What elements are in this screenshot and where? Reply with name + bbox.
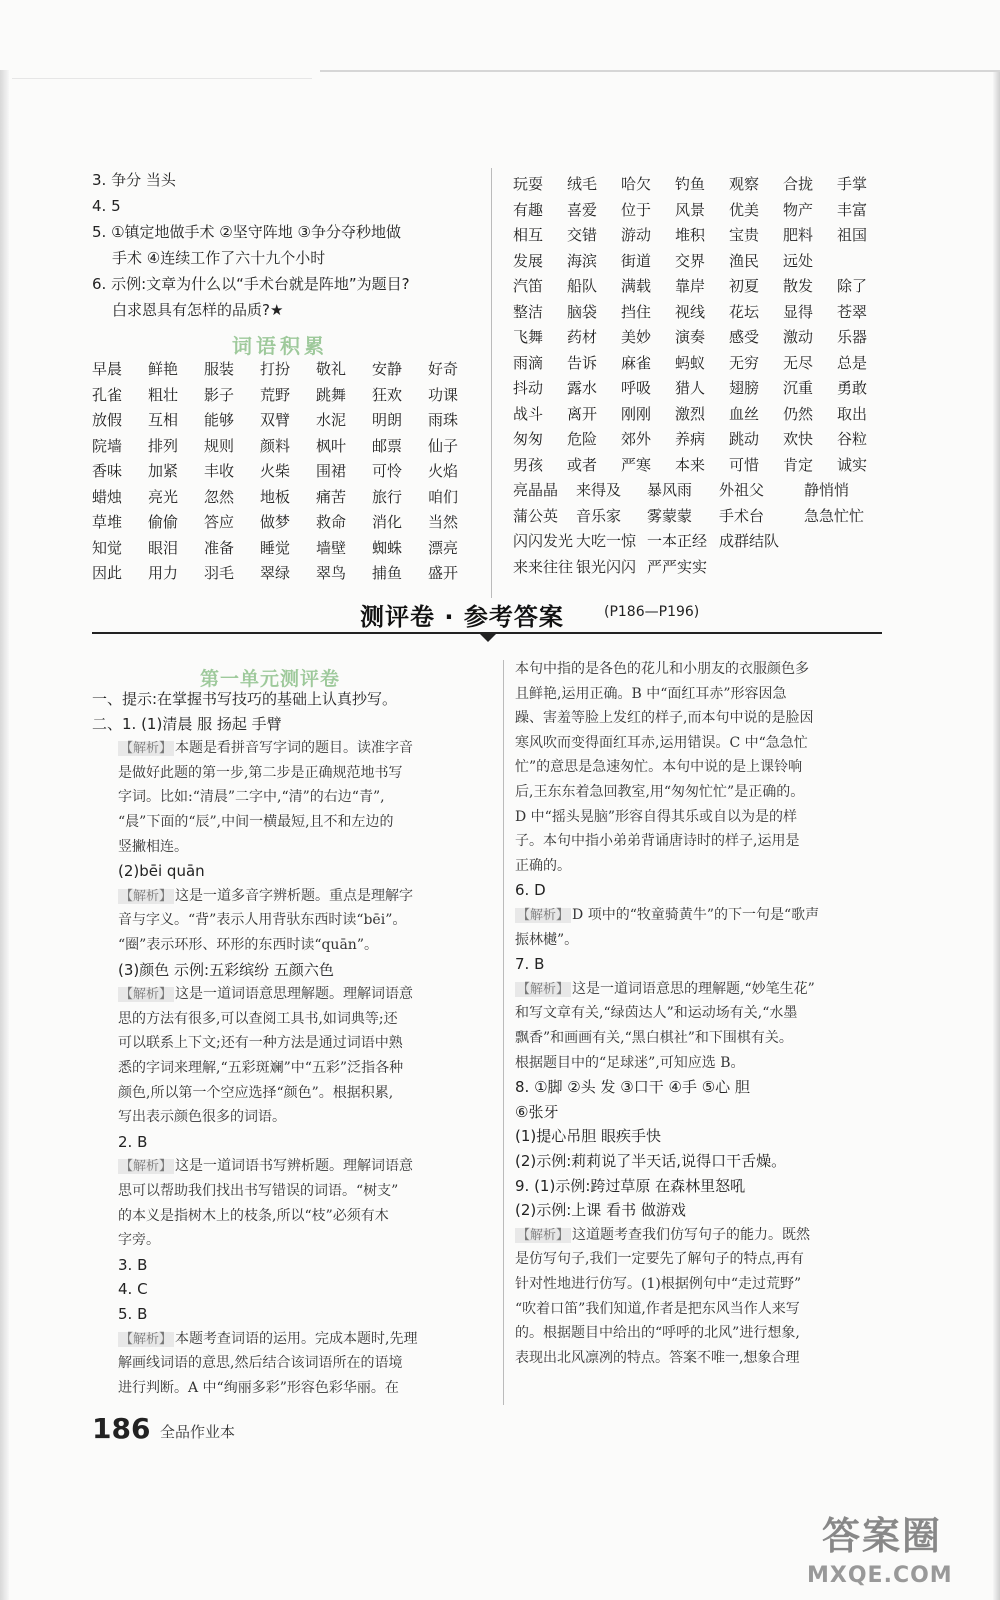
vocab-word: 翠鸟 — [316, 564, 347, 583]
analysis-tag: 【解析】 — [120, 741, 173, 757]
vocab-word: 除了 — [837, 277, 868, 296]
analysis-line — [118, 987, 413, 1002]
vocab-word: 男孩 — [513, 455, 544, 474]
vocab-word: 知觉 — [92, 538, 123, 557]
answer-line: 6. D — [515, 881, 546, 900]
vocab-word: 整洁 — [513, 302, 544, 321]
vocab-row — [92, 356, 484, 382]
vocab-word: 感受 — [729, 328, 760, 347]
vocab-word: 外祖父 — [719, 481, 765, 500]
vocab-word: 安静 — [372, 360, 403, 379]
vocab-word: 痛苦 — [316, 487, 347, 506]
vocab-word: 双臂 — [260, 411, 291, 430]
vocab-word: 船队 — [567, 277, 598, 296]
vocab-word: 排列 — [148, 436, 179, 455]
vocab-word: 狂欢 — [372, 385, 403, 404]
vocab-word: 初夏 — [729, 277, 760, 296]
analysis-tag: 【解析】 — [517, 981, 570, 997]
vocab-word: 一本正经 — [647, 532, 708, 551]
analysis-text: 这是一道词语意思理解题。理解词语意 — [175, 986, 414, 1003]
answer-line: 飘香”和画画有关,“黑白棋社”和下围棋有关。 — [515, 1030, 793, 1046]
vocab-row — [513, 171, 891, 197]
vocab-row — [513, 426, 891, 452]
answer-line: 竖撇相连。 — [118, 838, 188, 855]
answer-line: “晨”下面的“辰”,中间一横最短,且不和左边的 — [118, 814, 394, 830]
vocab-word: 枫叶 — [316, 436, 347, 455]
answer-line: 思可以帮助我们找出书写错误的词语。“树支” — [118, 1183, 399, 1199]
answer-line: 一、提示:在掌握书写技巧的基础上认真抄写。 — [92, 690, 398, 708]
answer-line: “圈”表示环形、环形的东西时读“quān”。 — [118, 937, 378, 953]
column-divider-lower — [503, 660, 504, 1405]
vocab-word: 合拢 — [783, 175, 814, 194]
analysis-line — [118, 1332, 417, 1347]
vocab-word: 欢快 — [783, 430, 814, 449]
vocab-word: 肯定 — [783, 455, 814, 474]
answer-line: 5. B — [118, 1305, 148, 1323]
vocab-word: 可怜 — [372, 462, 403, 481]
vocab-word: 明朗 — [372, 411, 403, 430]
vocab-word: 消化 — [372, 513, 403, 532]
watermark-logo-text: 答案圈 — [822, 1514, 943, 1558]
vocab-word: 渔民 — [729, 251, 760, 270]
answer-item: 白求恩具有怎样的品质?★ — [112, 301, 284, 319]
vocab-word: 战斗 — [513, 404, 544, 423]
vocab-word: 准备 — [204, 538, 235, 557]
vocab-word: 危险 — [567, 430, 598, 449]
vocab-word: 祖国 — [837, 226, 868, 245]
vocab-word: 火柴 — [260, 462, 291, 481]
analysis-text: 这道题考查我们仿写句子的能力。既然 — [572, 1226, 811, 1243]
vocab-word: 暴风雨 — [647, 481, 693, 500]
vocab-word: 沉重 — [783, 379, 814, 398]
analysis-tag: 【解析】 — [517, 908, 570, 923]
vocab-word: 捕鱼 — [372, 564, 403, 583]
vocab-word: 早晨 — [92, 360, 123, 379]
vocab-row — [92, 458, 484, 484]
answer-line: 子。本句中指小弟弟背诵唐诗时的样子,运用是 — [515, 833, 800, 850]
vocab-word: 刚刚 — [621, 404, 652, 423]
vocab-word: 花坛 — [729, 302, 760, 321]
vocab-row — [513, 197, 891, 223]
answer-line: (2)示例:莉莉说了半天话,说得口干舌燥。 — [515, 1152, 787, 1170]
vocab-word: 可惜 — [729, 455, 760, 474]
page-binding-shadow-right — [993, 70, 1000, 1600]
analysis-line — [515, 982, 815, 997]
analysis-tag: 【解析】 — [517, 1227, 570, 1243]
vocab-word: 盛开 — [428, 564, 459, 583]
right-idiom-grid — [513, 477, 894, 579]
vocab-word: 睡觉 — [260, 538, 291, 557]
vocab-word: 演奏 — [675, 328, 706, 347]
vocab-word: 忽然 — [204, 487, 235, 506]
answer-line: 振林樾”。 — [515, 931, 579, 948]
vocab-word: 无尽 — [783, 353, 814, 372]
vocab-word: 严严实实 — [647, 557, 708, 576]
vocab-word: 因此 — [92, 564, 123, 583]
answer-line: 是仿写句子,我们一定要先了解句子的特点,再有 — [515, 1251, 804, 1268]
answer-line: 9. (1)示例:跨过草原 在森林里怒吼 — [515, 1176, 746, 1195]
vocab-word: 蜡烛 — [92, 487, 123, 506]
vocab-word: 告诉 — [567, 353, 598, 372]
vocab-word: 无穷 — [729, 353, 760, 372]
page-number: 186 — [92, 1412, 151, 1445]
vocab-word: 亮晶晶 — [513, 481, 559, 500]
banner-pointer — [479, 633, 497, 642]
answer-line: 2. B — [118, 1132, 148, 1151]
vocab-word: 规则 — [204, 436, 235, 455]
analysis-text: 本题考查词语的运用。完成本题时,先理 — [175, 1330, 418, 1347]
answer-line: 4. C — [118, 1280, 148, 1299]
answer-item: 手术 ④连续工作了六十九个小时 — [112, 249, 326, 267]
answer-line: 是做好此题的第一步,第二步是正确规范地书写 — [118, 764, 403, 781]
vocab-word: 来来往往 — [513, 557, 574, 576]
vocab-word: 诚实 — [837, 455, 868, 474]
vocab-word: 荒野 — [260, 385, 291, 404]
left-vocab-grid — [92, 356, 484, 586]
vocab-word: 鲜艳 — [148, 360, 179, 379]
vocab-word: 答应 — [204, 513, 235, 532]
answer-line: (1)提心吊胆 眼疾手快 — [515, 1127, 662, 1146]
vocab-row — [513, 299, 891, 325]
answer-line: 后,王东东着急回教室,用“匆匆忙忙”是正确的。 — [515, 784, 805, 800]
vocab-word: 宝贵 — [729, 226, 760, 245]
vocab-word: 音乐家 — [576, 506, 622, 525]
vocab-word: 海滨 — [567, 251, 598, 270]
vocab-word: 影子 — [204, 385, 235, 404]
vocab-word: 靠岸 — [675, 277, 706, 296]
vocab-row — [513, 452, 891, 478]
book-brand: 全品作业本 — [160, 1423, 236, 1441]
vocab-word: 雾蒙蒙 — [647, 506, 693, 525]
vocab-word: 草堆 — [92, 513, 123, 532]
vocab-word: 仙子 — [428, 436, 459, 455]
column-divider-upper — [491, 168, 492, 598]
answer-line: (2)bēi quān — [118, 862, 205, 881]
answer-line: 可以联系上下文;还有一种方法是通过词语中熟 — [118, 1035, 403, 1052]
answer-line: 解画线词语的意思,然后结合该词语所在的语境 — [118, 1355, 403, 1372]
analysis-text: 这是一道词语书写辨析题。理解词语意 — [175, 1158, 414, 1175]
vocab-word: 显得 — [783, 302, 814, 321]
answer-line: 二、1. (1)清晨 服 扬起 手臂 — [92, 714, 282, 733]
vocab-word: 蚂蚁 — [675, 353, 706, 372]
analysis-line — [515, 908, 819, 923]
vocab-word: 颜料 — [260, 436, 291, 455]
vocab-word: 漂亮 — [428, 538, 459, 557]
vocab-word: 勇敢 — [837, 379, 868, 398]
answer-line: ⑥张牙 — [515, 1102, 559, 1121]
analysis-text: D 项中的“牧童骑黄牛”的下一句是“歌声 — [572, 907, 820, 923]
vocab-word: 本来 — [675, 455, 706, 474]
vocab-word: 打扮 — [260, 360, 291, 379]
vocab-word: 乐器 — [837, 328, 868, 347]
vocab-word: 美妙 — [621, 328, 652, 347]
answer-line: 颜色,所以第一个空应选择“颜色”。根据积累, — [118, 1084, 394, 1101]
vocab-word: 露水 — [567, 379, 598, 398]
vocab-word: 激动 — [783, 328, 814, 347]
vocab-word: 羽毛 — [204, 564, 235, 583]
vocab-word: 服装 — [204, 360, 235, 379]
vocab-row — [513, 248, 891, 274]
vocab-row — [513, 401, 891, 427]
answer-key-page-range: (P186—P196) — [604, 604, 700, 620]
vocab-word: 街道 — [621, 251, 652, 270]
vocab-word: 药材 — [567, 328, 598, 347]
vocab-word: 香味 — [92, 462, 123, 481]
vocab-word: 加紧 — [148, 462, 179, 481]
vocab-word: 堆积 — [675, 226, 706, 245]
vocab-word: 做梦 — [260, 513, 291, 532]
vocab-word: 咱们 — [428, 487, 459, 506]
analysis-text: 这是一道词语意思的理解题,“妙笔生花” — [572, 980, 815, 997]
vocab-word: 粗壮 — [148, 385, 179, 404]
analysis-tag: 【解析】 — [120, 987, 173, 1003]
vocab-word: 视线 — [675, 302, 706, 321]
vocab-word: 丰富 — [837, 200, 868, 219]
vocab-word: 猎人 — [675, 379, 706, 398]
vocab-word: 急急忙忙 — [804, 506, 865, 525]
vocab-word: 敬礼 — [316, 360, 347, 379]
vocab-word: 飞舞 — [513, 328, 544, 347]
vocab-word: 雨滴 — [513, 353, 544, 372]
answer-line: 躁、害羞等脸上发红的样子,而本句中说的是脸因 — [515, 710, 814, 727]
vocab-word: 雨珠 — [428, 411, 459, 430]
vocab-word: 交界 — [675, 251, 706, 270]
answer-line: 正确的。 — [515, 857, 571, 874]
analysis-line — [515, 1228, 810, 1243]
vocab-word: 或者 — [567, 455, 598, 474]
vocab-row — [92, 407, 484, 433]
vocab-word: 激烈 — [675, 404, 706, 423]
vocab-word: 救命 — [316, 513, 347, 532]
analysis-tag: 【解析】 — [120, 1331, 173, 1347]
vocab-word: 风景 — [675, 200, 706, 219]
vocab-row — [513, 477, 894, 503]
vocab-word: 散发 — [783, 277, 814, 296]
vocab-word: 手术台 — [719, 506, 765, 525]
answer-line: 悉的字词来理解,“五彩斑斓”中“五彩”泛指各种 — [118, 1060, 404, 1076]
answer-line: (2)示例:上课 看书 做游戏 — [515, 1201, 686, 1220]
vocab-word: 脑袋 — [567, 302, 598, 321]
vocab-word: 翅膀 — [729, 379, 760, 398]
vocab-word: 邮票 — [372, 436, 403, 455]
vocab-word: 地板 — [260, 487, 291, 506]
vocab-word: 蜘蛛 — [372, 538, 403, 557]
analysis-line — [118, 1159, 413, 1174]
answer-line: 8. ①脚 ②头 发 ③口干 ④手 ⑤心 胆 — [515, 1078, 750, 1097]
answer-line: 进行判断。A 中“绚丽多彩”形容色彩华丽。在 — [118, 1379, 399, 1396]
answer-line: “吹着口笛”我们知道,作者是把东风当作人来写 — [515, 1300, 800, 1317]
vocab-word: 养病 — [675, 430, 706, 449]
vocab-word: 汽笛 — [513, 277, 544, 296]
answer-item: 4. 5 — [92, 197, 121, 215]
vocab-row — [92, 484, 484, 510]
answer-item: 3. 争分 当头 — [92, 171, 176, 189]
vocab-word: 跳动 — [729, 430, 760, 449]
answer-line: 思的方法有很多,可以查阅工具书,如词典等;还 — [118, 1010, 398, 1027]
vocab-row — [92, 535, 484, 561]
analysis-text: 本题是看拼音写字词的题目。读准字音 — [175, 740, 414, 757]
vocab-word: 亮光 — [148, 487, 179, 506]
vocab-row — [92, 509, 484, 535]
vocab-word: 跳舞 — [316, 385, 347, 404]
answer-line: (3)颜色 示例:五彩缤纷 五颜六色 — [118, 960, 334, 979]
vocab-word: 哈欠 — [621, 175, 652, 194]
vocab-word: 挡住 — [621, 302, 652, 321]
answer-key-banner-title: 测评卷 · 参考答案 — [360, 603, 564, 631]
vocab-word: 有趣 — [513, 200, 544, 219]
unit-test-title: 第一单元测评卷 — [200, 668, 341, 690]
vocab-word: 手掌 — [837, 175, 868, 194]
vocab-word: 严寒 — [621, 455, 652, 474]
right-vocab-grid — [513, 171, 891, 477]
vocab-word: 用力 — [148, 564, 179, 583]
vocab-word: 满载 — [621, 277, 652, 296]
answer-line: 针对性地进行仿写。(1)根据例句中“走过荒野” — [515, 1276, 802, 1292]
answer-line: 写出表示颜色很多的词语。 — [118, 1109, 286, 1126]
vocab-word: 院墙 — [92, 436, 123, 455]
watermark-url: MXQE.COM — [807, 1563, 953, 1588]
vocab-word: 翠绿 — [260, 564, 291, 583]
vocab-word: 肥料 — [783, 226, 814, 245]
answer-line: 音与字义。“背”表示人用背驮东西时读“bēi”。 — [118, 912, 407, 929]
vocab-word: 旅行 — [372, 487, 403, 506]
vocab-word: 取出 — [837, 404, 868, 423]
answer-line: D 中“摇头晃脑”形容自得其乐或自以为是的样 — [515, 808, 797, 825]
vocab-word: 位于 — [621, 200, 652, 219]
vocab-word: 喜爱 — [567, 200, 598, 219]
vocab-word: 眼泪 — [148, 538, 179, 557]
vocab-word: 玩耍 — [513, 175, 544, 194]
analysis-line — [118, 741, 413, 756]
vocab-row — [513, 503, 894, 529]
vocab-row — [513, 273, 891, 299]
vocab-row — [513, 375, 891, 401]
vocab-word: 墙壁 — [316, 538, 347, 557]
vocab-word: 水泥 — [316, 411, 347, 430]
vocab-word: 呼吸 — [621, 379, 652, 398]
analysis-tag: 【解析】 — [120, 888, 173, 904]
vocab-word: 总是 — [837, 353, 868, 372]
vocab-row — [513, 222, 891, 248]
vocab-word: 来得及 — [576, 481, 622, 500]
vocab-word: 当然 — [428, 513, 459, 532]
vocab-word: 放假 — [92, 411, 123, 430]
vocab-row — [513, 324, 891, 350]
vocab-word: 火焰 — [428, 462, 459, 481]
vocab-word: 静悄悄 — [804, 481, 850, 500]
vocab-word: 互相 — [148, 411, 179, 430]
answer-item: 5. ①镇定地做手术 ②坚守阵地 ③争分夺秒地做 — [92, 223, 401, 241]
vocab-word: 银光闪闪 — [576, 557, 637, 576]
vocab-row — [513, 554, 894, 580]
vocab-word: 远处 — [783, 251, 814, 270]
answer-line: 字旁。 — [118, 1232, 160, 1249]
analysis-tag: 【解析】 — [120, 1159, 173, 1175]
answer-item: 6. 示例:文章为什么以“手术台就是阵地”为题目? — [92, 275, 410, 293]
answer-line: 字词。比如:“清晨”二字中,“清”的右边“青”, — [118, 789, 385, 806]
vocab-section-title: 词语积累 — [232, 334, 328, 358]
vocab-word: 闪闪发光 — [513, 532, 574, 551]
vocab-word: 偷偷 — [148, 513, 179, 532]
vocab-word: 交错 — [567, 226, 598, 245]
vocab-word: 能够 — [204, 411, 235, 430]
vocab-word: 血丝 — [729, 404, 760, 423]
vocab-word: 功课 — [428, 385, 459, 404]
vocab-word: 谷粒 — [837, 430, 868, 449]
vocab-word: 抖动 — [513, 379, 544, 398]
analysis-line — [118, 889, 413, 904]
vocab-word: 大吃一惊 — [576, 532, 637, 551]
vocab-word: 麻雀 — [621, 353, 652, 372]
answer-line: 且鲜艳,运用正确。B 中“面红耳赤”形容因急 — [515, 685, 787, 702]
vocab-word: 观察 — [729, 175, 760, 194]
answer-line: 7. B — [515, 955, 545, 974]
page-top-edge — [320, 70, 1000, 72]
vocab-row — [92, 560, 484, 586]
vocab-word: 苍翠 — [837, 302, 868, 321]
vocab-word: 蒲公英 — [513, 506, 559, 525]
vocab-word: 相互 — [513, 226, 544, 245]
vocab-word: 绒毛 — [567, 175, 598, 194]
analysis-text: 这是一道多音字辨析题。重点是理解字 — [175, 887, 414, 904]
answer-line: 的本义是指树木上的枝条,所以“枝”必须有木 — [118, 1207, 389, 1224]
vocab-word: 郊外 — [621, 430, 652, 449]
vocab-word: 匆匆 — [513, 430, 544, 449]
vocab-row — [92, 382, 484, 408]
vocab-word: 发展 — [513, 251, 544, 270]
answer-line: 表现出北风凛冽的特点。答案不唯一,想象合理 — [515, 1349, 800, 1366]
answer-line: 和写文章有关,“绿茵达人”和运动场有关,“水墨 — [515, 1005, 798, 1022]
vocab-word: 成群结队 — [719, 532, 780, 551]
vocab-word: 仍然 — [783, 404, 814, 423]
vocab-word: 游动 — [621, 226, 652, 245]
page-top-edge-faint — [12, 78, 312, 79]
page-binding-shadow-left — [0, 70, 9, 1600]
vocab-word: 物产 — [783, 200, 814, 219]
vocab-word: 优美 — [729, 200, 760, 219]
vocab-word: 围裙 — [316, 462, 347, 481]
vocab-word: 离开 — [567, 404, 598, 423]
vocab-word: 丰收 — [204, 462, 235, 481]
vocab-row — [513, 350, 891, 376]
vocab-row — [92, 433, 484, 459]
answer-line: 寒风吹而变得面红耳赤,运用错误。C 中“急急忙 — [515, 734, 808, 751]
answer-line: 本句中指的是各色的花儿和小朋友的衣服颜色多 — [515, 661, 809, 677]
answer-line: 根据题目中的“足球迷”,可知应选 B。 — [515, 1054, 745, 1071]
answer-line: 的。根据题目中给出的“呼呼的北风”进行想象, — [515, 1325, 800, 1342]
vocab-word: 钓鱼 — [675, 175, 706, 194]
answer-line: 3. B — [118, 1255, 148, 1274]
vocab-word: 孔雀 — [92, 385, 123, 404]
vocab-word: 好奇 — [428, 360, 459, 379]
vocab-row — [513, 528, 894, 554]
answer-line: 忙”的意思是急速匆忙。本句中说的是上课铃响 — [515, 759, 803, 776]
